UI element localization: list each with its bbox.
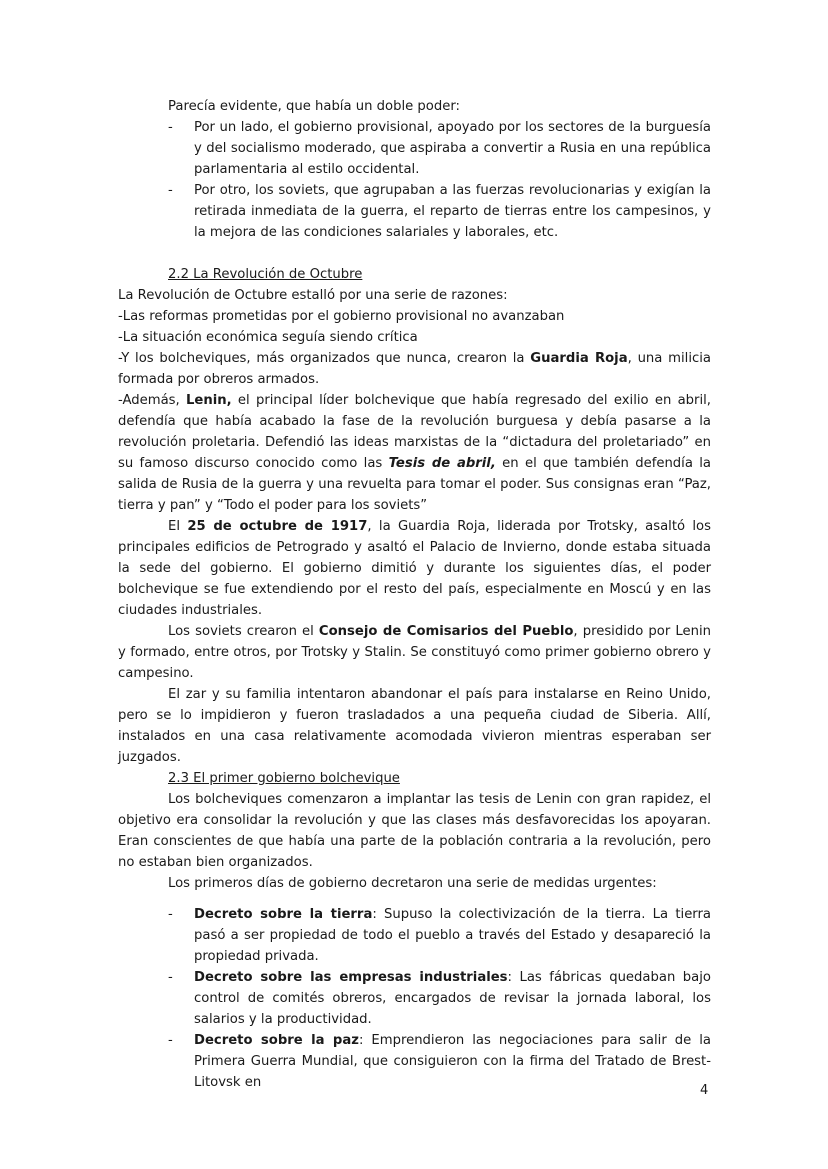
list-item: - Decreto sobre la paz: Emprendieron las negociaciones para salir de la Primera Guerra Mundial, que consiguieron con la firma del Tratado de Brest-Litovsk en	[168, 1033, 711, 1090]
page-number: 4	[700, 1083, 709, 1098]
list-item: - Por otro, los soviets, que agrupaban a las fuerzas revolucionarias y exigían la retirada inmediata de la guerra, el reparto de tierras entre los campesinos, y la mejora de las condiciones salariales y laborales, etc.	[168, 183, 711, 240]
paragraph: Los bolcheviques comenzaron a implantar las tesis de Lenin con gran rapidez, el objetivo era consolidar la revolución y que las clases más desfavorecidas los apoyaran. Eran conscientes de que había una parte de la población contraria a la revolución, pero no estaban bien organizados.	[118, 792, 711, 870]
paragraph: El 25 de octubre de 1917, la Guardia Roja, liderada por Trotsky, asaltó los principales edificios de Petrogrado y asaltó el Palacio de Invierno, donde estaba situada la sede del gobierno. El gobierno dimitió y durante los siguientes días, el poder bolchevique se fue extendiendo por el resto del país, especialmente en Moscú y en las ciudades industriales.	[118, 519, 711, 618]
paragraph: -Además, Lenin, el principal líder bolchevique que había regresado del exilio en abril, defendía que había acabado la fase de la revolución burguesa y debía pasarse a la revolución proletaria. Defendió las ideas marxistas de la “dictadura del proletariado” en su famoso discurso conocido como las Tesis de abril, en el que también defendía la salida de Rusia de la guerra y una revuelta para tomar el poder. Sus consignas eran “Paz, tierra y pan” y “Todo el poder para los soviets”	[118, 393, 712, 513]
paragraph: Los primeros días de gobierno decretaron una serie de medidas urgentes:	[168, 876, 657, 891]
page-body	[118, 96, 711, 1093]
section-heading-gobierno: 2.3 El primer gobierno bolchevique	[168, 771, 400, 786]
paragraph: Los soviets crearon el Consejo de Comisarios del Pueblo, presidido por Lenin y formado, entre otros, por Trotsky y Stalin. Se constituyó como primer gobierno obrero y campesino.	[118, 624, 711, 681]
list-item: - Por un lado, el gobierno provisional, apoyado por los sectores de la burguesía y del socialismo moderado, que aspiraba a convertir a Rusia en una república parlamentaria al estilo occidental.	[168, 120, 711, 177]
paragraph: -Y los bolcheviques, más organizados que nunca, crearon la Guardia Roja, una milicia formada por obreros armados.	[118, 351, 711, 387]
paragraph: El zar y su familia intentaron abandonar el país para instalarse en Reino Unido, pero se lo impidieron y fueron trasladados a una pequeña ciudad de Siberia. Allí, instalados en una casa relativamente acomodada vivieron mientras esperaban ser juzgados.	[118, 687, 711, 765]
paragraph: -La situación económica seguía siendo crítica	[118, 330, 418, 345]
list-item: - Decreto sobre la tierra: Supuso la colectivización de la tierra. La tierra pasó a ser propiedad de todo el pueblo a través del Estado y desapareció la propiedad privada.	[168, 907, 711, 964]
intro-line: Parecía evidente, que había un doble poder:	[168, 99, 460, 114]
paragraph: -Las reformas prometidas por el gobierno provisional no avanzaban	[118, 309, 565, 324]
list-item: - Decreto sobre las empresas industriales: Las fábricas quedaban bajo control de comités obreros, encargados de revisar la jornada laboral, los salarios y la productividad.	[168, 970, 711, 1027]
section-heading-octubre: 2.2 La Revolución de Octubre	[168, 267, 363, 282]
paragraph: La Revolución de Octubre estalló por una serie de razones:	[118, 288, 508, 303]
